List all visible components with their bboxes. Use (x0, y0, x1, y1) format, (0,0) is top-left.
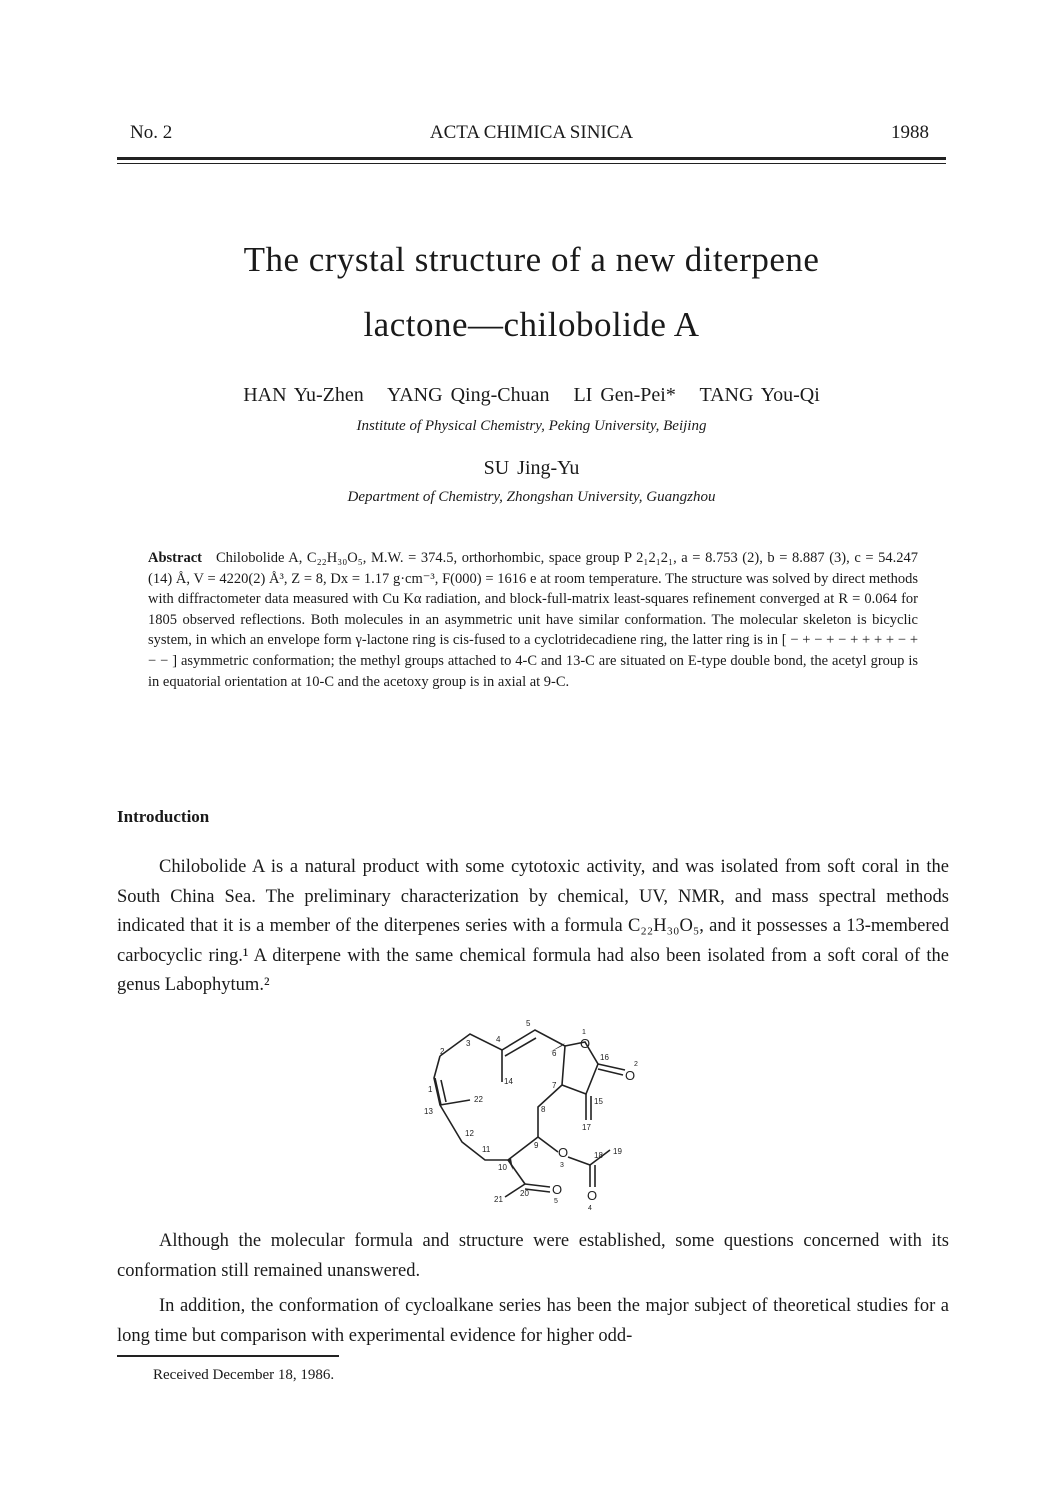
oxygen-atom: O (580, 1036, 591, 1051)
atom-label: 15 (594, 1097, 603, 1106)
atom-label: 5 (526, 1019, 531, 1028)
atom-label: 9 (534, 1141, 539, 1150)
paper-title-line-1: The crystal structure of a new diterpene (243, 240, 820, 279)
atom-label: 3 (466, 1039, 471, 1048)
intro-paragraph-2-text: Although the molecular formula and structure were established, some questions concerned with its conformation still remained unanswered. (117, 1231, 949, 1281)
atom-label: 14 (504, 1077, 513, 1086)
abstract-label: Abstract (148, 550, 202, 566)
section-heading-introduction: Introduction (117, 807, 210, 826)
atom-label: 13 (424, 1107, 433, 1116)
atom-label: 12 (465, 1129, 474, 1138)
oxygen-number: 5 (554, 1198, 558, 1205)
atom-label: 4 (496, 1035, 501, 1044)
atom-label: 17 (582, 1123, 591, 1132)
header-rule-thin (117, 163, 946, 164)
oxygen-atom: O (625, 1068, 636, 1083)
intro-paragraph-3 (117, 1292, 949, 1351)
atom-label: 21 (494, 1195, 503, 1204)
atom-label: 18 (594, 1151, 603, 1160)
atom-label: 8 (541, 1105, 546, 1114)
journal-year: 1988 (891, 122, 929, 143)
atom-label: 2 (440, 1047, 445, 1056)
intro-paragraph-3-text: In addition, the conformation of cycloalkane series has been the major subject of theoretical studies for a long time but comparison with experimental evidence for higher odd- (117, 1296, 949, 1346)
abstract-text: Chilobolide A, C₂₂H₃₀O₅, M.W. = 374.5, orthorhombic, space group P 2₁2₁2₁, a = 8.753 (2), b = 8.887 (3), c = 54.247 (14) Å, V = 4220(2) Å³, Z = 8, Dx = 1.17 g·cm⁻³, F(000) = 1616 e at room temperature. The structure was solved by direct methods with diffractometer data measured with Cu Kα radiation, and block-full-matrix least-squares refinement converged at R = 0.064 for 1805 observed reflections. Both molecules in an asymmetric unit have similar conformation. The molecular skeleton is bicyclic system, in which an envelope form γ-lactone ring is cis-fused to a cyclotridecadiene ring, the latter ring is in [ − + − + − + + + + − + − − ] asymmetric conformation; the methyl groups attached to 4-C and 13-C are situated on E-type double bond, the acetyl group is in equatorial orientation at 10-C and the acetoxy group is in axial at 9-C. (148, 550, 918, 690)
footnote-rule (117, 1355, 339, 1357)
authors-line-2: SU Jing-Yu (483, 457, 580, 479)
chilobolide-structure-diagram (410, 1012, 670, 1212)
affiliation-2: Department of Chemistry, Zhongshan University, Guangzhou (347, 489, 716, 505)
intro-paragraph-1 (117, 853, 949, 1001)
abstract (148, 548, 918, 692)
received-date-footnote: Received December 18, 1986. (153, 1367, 335, 1383)
structure-bonds (434, 1030, 625, 1197)
atom-label: 7 (552, 1081, 557, 1090)
oxygen-number-labels (554, 1029, 638, 1212)
atom-label: 22 (474, 1095, 483, 1104)
atom-label: 20 (520, 1189, 529, 1198)
oxygen-number: 2 (634, 1061, 638, 1068)
oxygen-atom: O (552, 1182, 563, 1197)
authors-line-1: HAN Yu-Zhen YANG Qing-Chuan LI Gen-Pei* TANG You-Qi (243, 384, 820, 406)
issue-number: No. 2 (130, 122, 173, 143)
intro-paragraph-1-text: Chilobolide A is a natural product with some cytotoxic activity, and was isolated from soft coral in the South China Sea. The preliminary characterization by chemical, UV, NMR, and mass spectral methods indicated that it is a member of the diterpenes series with a formula C₂₂H₃₀O₅, and it possesses a 13-membered carbocyclic ring.¹ A diterpene with the same chemical formula had also been isolated from a soft coral of the genus Labophytum.² (117, 857, 949, 995)
intro-paragraph-2 (117, 1227, 949, 1286)
wedge-bond-10 (508, 1158, 513, 1170)
atom-label: 19 (613, 1147, 622, 1156)
oxygen-number: 4 (588, 1205, 592, 1212)
atom-label: 16 (600, 1053, 609, 1062)
header-rule-thick (117, 157, 946, 160)
atom-label: 10 (498, 1163, 507, 1172)
affiliation-1: Institute of Physical Chemistry, Peking University, Beijing (356, 418, 707, 434)
atom-label: 6 (552, 1049, 557, 1058)
journal-name: ACTA CHIMICA SINICA (429, 122, 634, 143)
atom-label: 11 (482, 1145, 491, 1154)
oxygen-atom: O (558, 1145, 569, 1160)
oxygen-number: 3 (560, 1162, 564, 1169)
oxygen-number: 1 (582, 1029, 586, 1036)
oxygen-atom: O (587, 1188, 598, 1203)
atom-label: 1 (428, 1085, 433, 1094)
paper-title-line-2: lactone—chilobolide A (363, 305, 700, 344)
